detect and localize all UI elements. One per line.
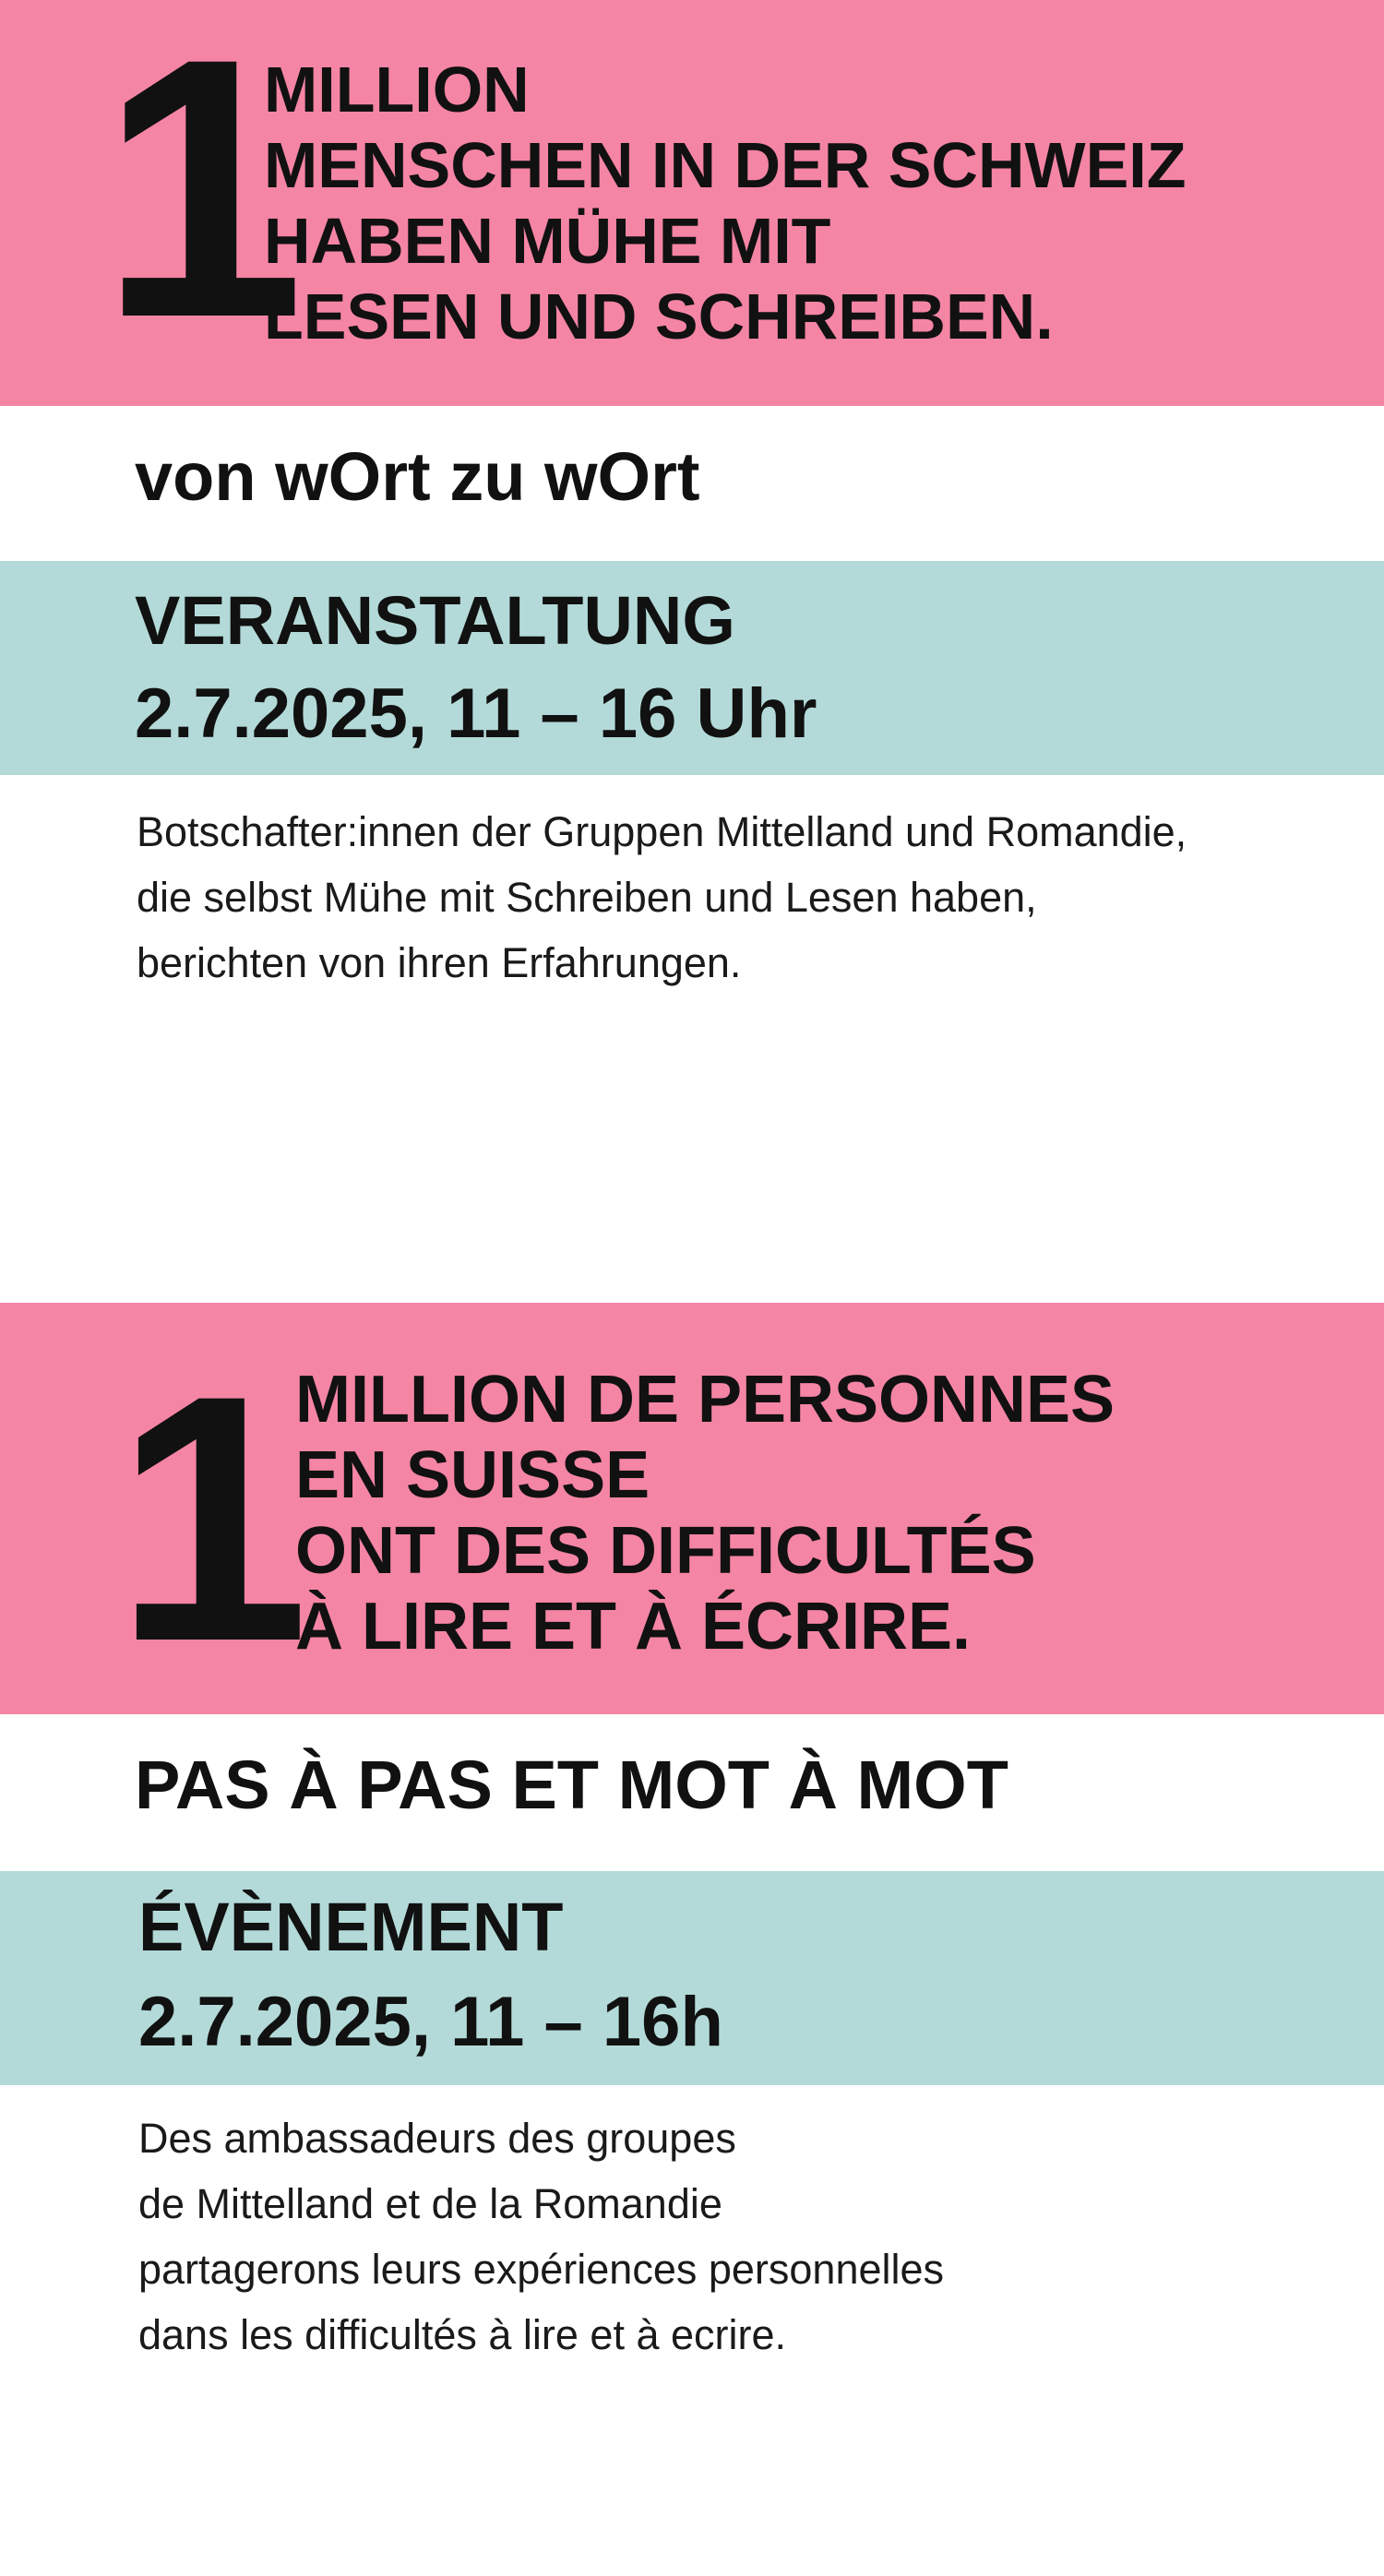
german-headline-line-1: MILLION — [264, 54, 530, 125]
german-subtitle: von wOrt zu wOrt — [135, 438, 700, 515]
french-description — [138, 2105, 944, 2367]
german-headline-line-2: MENSCHEN IN DER SCHWEIZ — [264, 129, 1187, 201]
french-description-line-2: de Mittelland et de la Romandie — [138, 2180, 722, 2227]
german-pink-banner — [0, 0, 1384, 406]
french-headline-line-2: EN SUISSE — [295, 1438, 650, 1512]
french-headline — [295, 1362, 1115, 1664]
german-description-line-1: Botschafter:innen der Gruppen Mittelland und Romandie, — [137, 808, 1187, 855]
german-headline — [264, 52, 1186, 354]
german-headline-line-3: HABEN MÜHE MIT — [264, 205, 831, 277]
german-headline-line-4: LESEN UND SCHREIBEN. — [264, 280, 1054, 352]
french-event-box — [0, 1871, 1384, 2085]
french-headline-line-4: À LIRE ET À ÉCRIRE. — [295, 1590, 972, 1664]
german-event-box — [0, 561, 1384, 775]
french-headline-line-3: ONT DES DIFFICULTÉS — [295, 1514, 1036, 1588]
german-description-line-3: berichten von ihren Erfahrungen. — [137, 939, 742, 986]
french-subtitle: PAS À PAS ET MOT À MOT — [135, 1747, 1008, 1823]
french-description-line-4: dans les difficultés à lire et à ecrire. — [138, 2311, 787, 2358]
german-event-label: VERANSTALTUNG — [135, 582, 735, 659]
french-description-line-1: Des ambassadeurs des groupes — [138, 2115, 736, 2162]
german-big-number: 1 — [100, 0, 298, 394]
french-pink-banner — [0, 1303, 1384, 1714]
german-section — [0, 0, 1384, 1052]
german-description-line-2: die selbst Mühe mit Schreiben und Lesen haben, — [137, 874, 1037, 921]
french-headline-line-1: MILLION DE PERSONNES — [295, 1363, 1116, 1437]
french-section — [0, 1303, 1384, 2576]
german-description — [137, 799, 1187, 996]
german-event-date: 2.7.2025, 11 – 16 Uhr — [135, 674, 817, 753]
french-event-date: 2.7.2025, 11 – 16h — [138, 1983, 723, 2061]
french-big-number: 1 — [114, 1322, 303, 1714]
french-description-line-3: partagerons leurs expériences personnelles — [138, 2246, 945, 2293]
french-event-label: ÉVÈNEMENT — [138, 1889, 564, 1965]
